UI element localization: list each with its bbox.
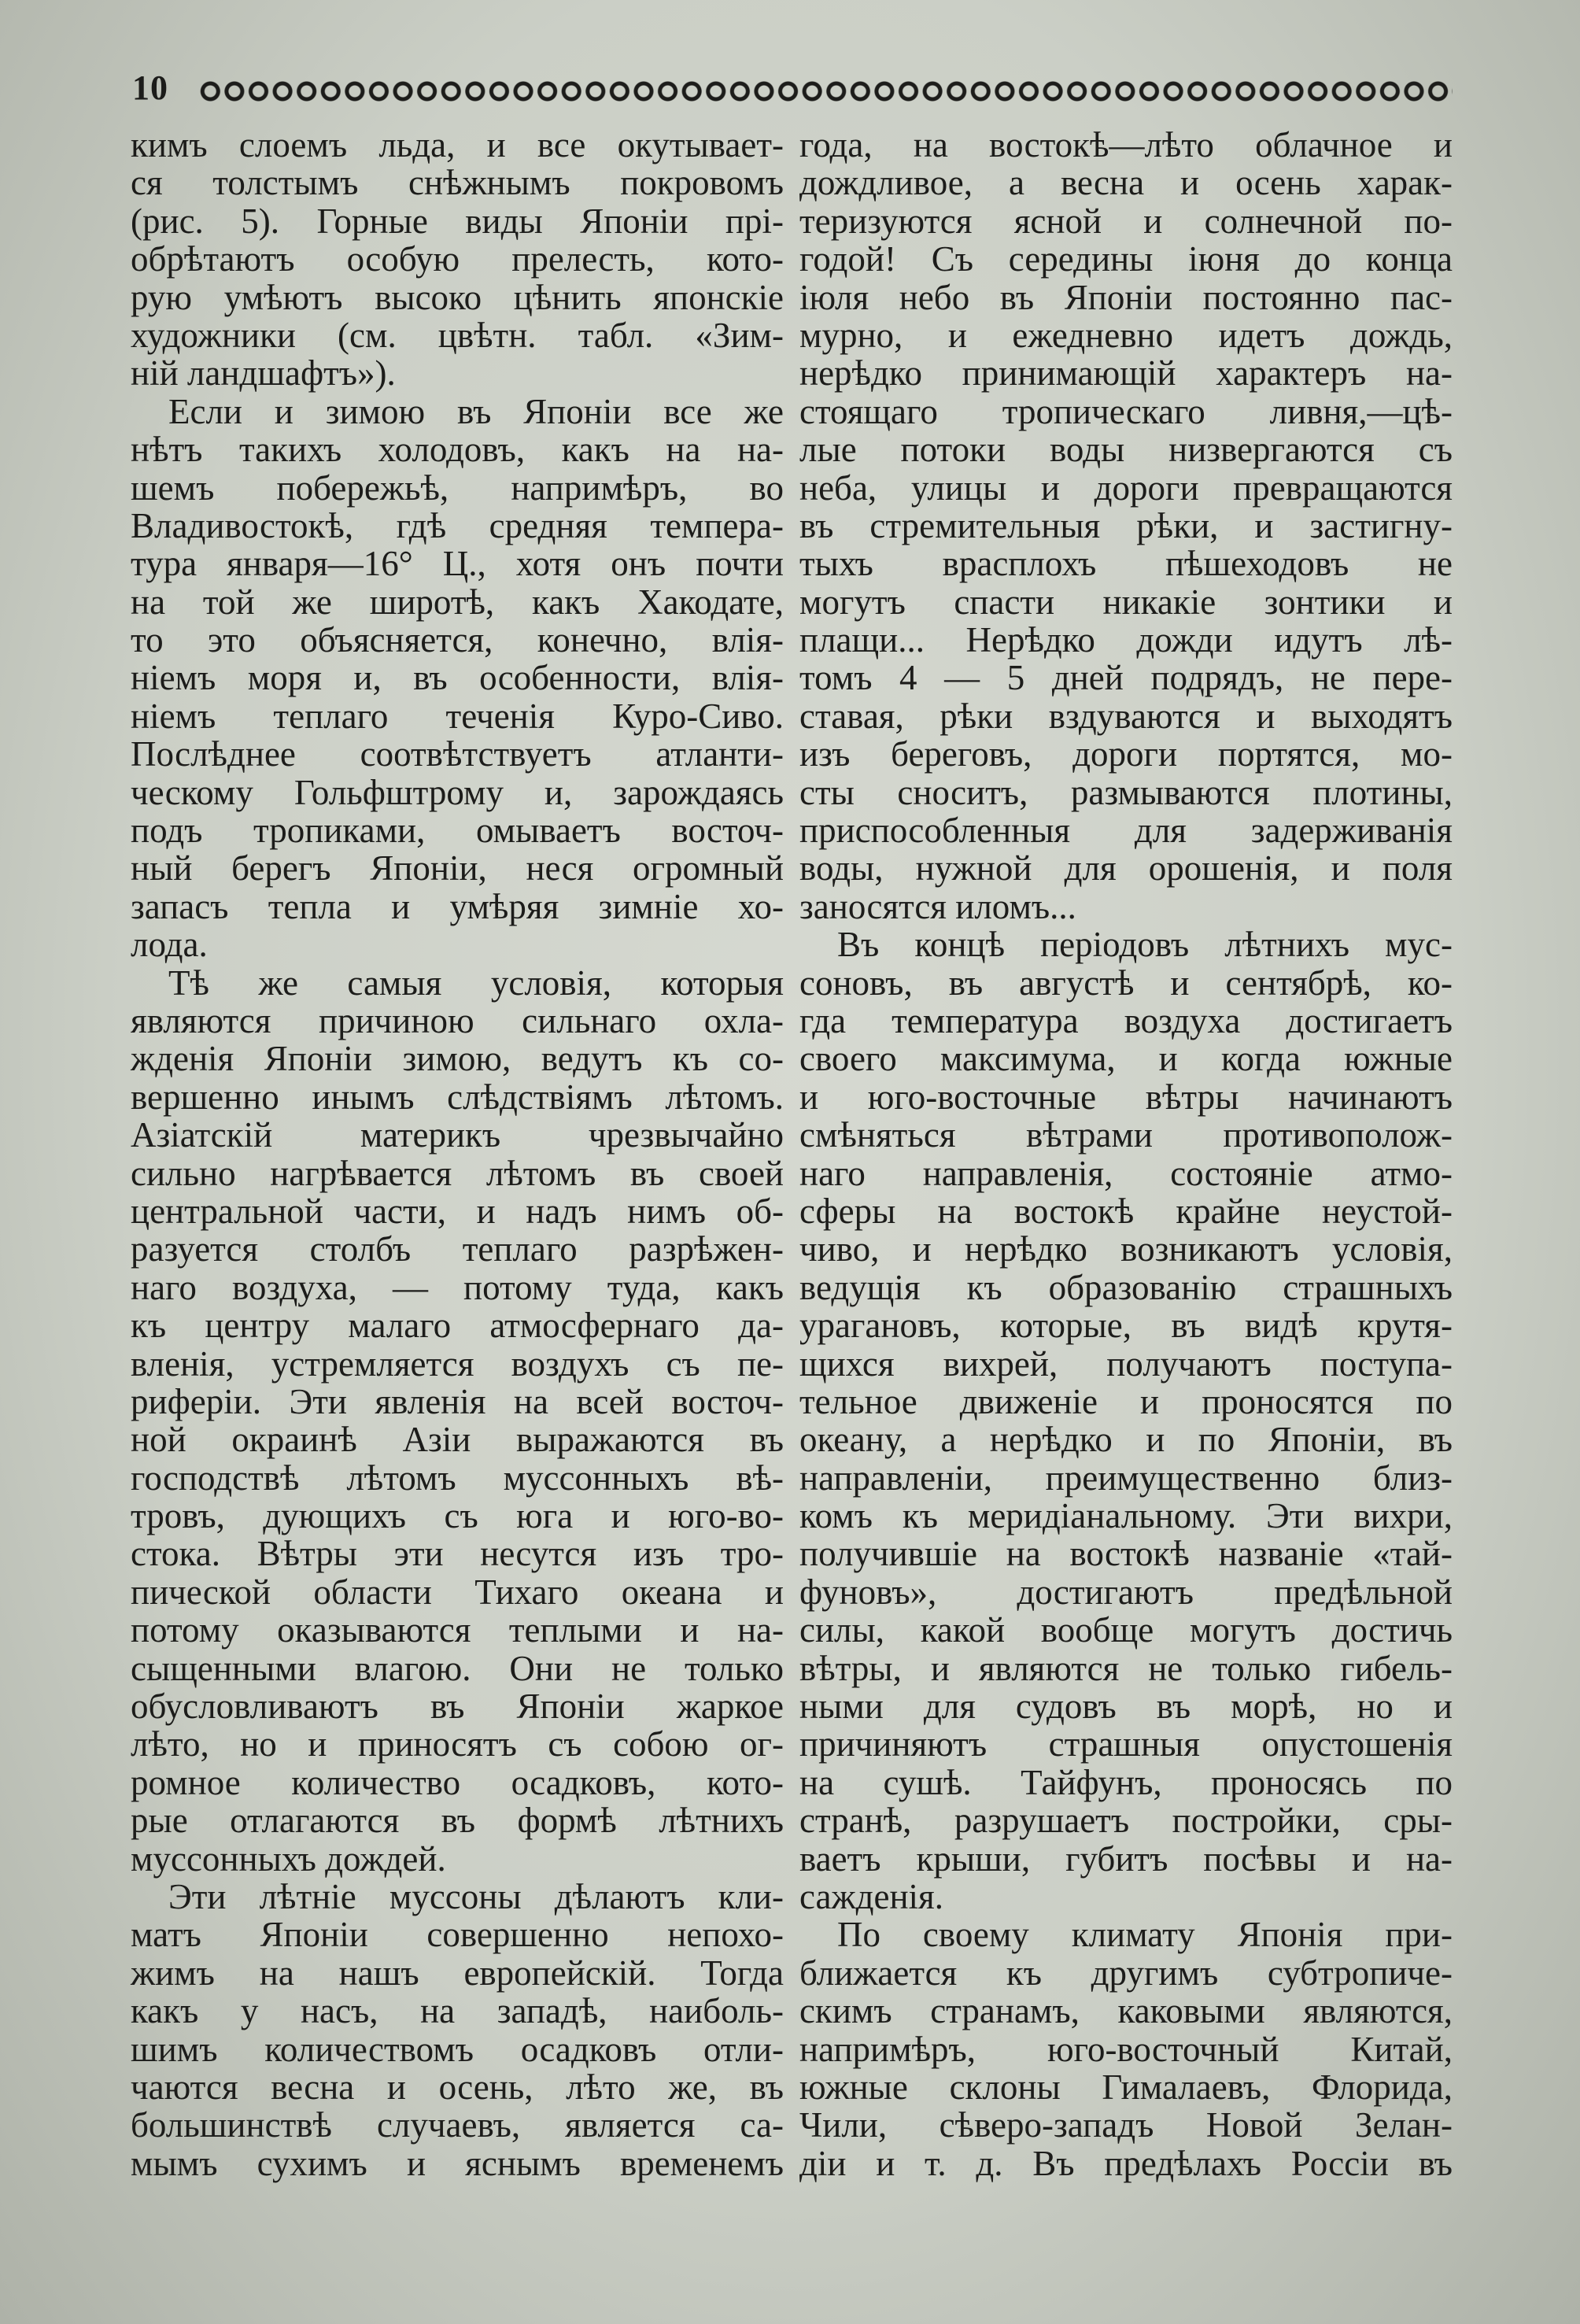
text-line: кимъ слоемъ льда, и все окутывает-	[131, 125, 784, 164]
text-line: потому оказываются теплыми и на-	[131, 1610, 784, 1650]
text-line: рую умѣютъ высоко цѣнить японскіе	[131, 277, 784, 317]
text-line: По своему климату Японія при-	[837, 1915, 1453, 1955]
text-line: нерѣдко принимающій характеръ на-	[799, 353, 1453, 393]
text-line: то это объясняется, конечно, влія-	[131, 620, 784, 660]
text-line: (рис. 5). Горные виды Японіи прі-	[131, 201, 784, 241]
text-line: діи и т. д. Въ предѣлахъ Россіи въ	[799, 2143, 1453, 2183]
paragraph	[799, 926, 1453, 1916]
text-line: матъ Японіи совершенно непохо-	[131, 1915, 784, 1955]
text-line: Въ концѣ періодовъ лѣтнихъ мус-	[837, 925, 1453, 965]
text-line: ніемъ моря и, въ особенности, влія-	[131, 658, 784, 698]
text-line: ромное количество осадковъ, кото-	[131, 1762, 784, 1802]
text-line: приспособленныя для задерживанія	[799, 811, 1453, 851]
text-line: томъ 4 — 5 дней подрядъ, не пере-	[799, 658, 1453, 698]
text-line: своего максимума, и когда южные	[799, 1039, 1453, 1079]
paragraph	[799, 1916, 1453, 2182]
text-line: чаются весна и осень, лѣто же, въ	[131, 2067, 784, 2107]
text-line: наго воздуха, — потому туда, какъ	[131, 1267, 784, 1307]
text-line: тельное движеніе и проносятся по	[799, 1381, 1453, 1421]
text-line: фуновъ», достигаютъ предѣльной	[799, 1572, 1453, 1612]
right-column	[799, 126, 1453, 2182]
text-line: обрѣтаютъ особую прелесть, кото-	[131, 239, 784, 279]
text-line: сыщенными влагою. Они не только	[131, 1648, 784, 1688]
text-line: скимъ странамъ, каковыми являются,	[799, 1991, 1453, 2031]
text-line: вленія, устремляется воздухъ съ пе-	[131, 1343, 784, 1384]
paragraph	[131, 126, 784, 393]
text-line: урагановъ, которые, въ видѣ крутя-	[799, 1306, 1453, 1346]
text-line: сажденія.	[799, 1876, 943, 1916]
text-line: Тѣ же самыя условія, которыя	[168, 962, 784, 1003]
text-line: получившіе на востокѣ названіе «тай-	[799, 1534, 1453, 1574]
text-line: южные склоны Гималаевъ, Флорида,	[799, 2067, 1453, 2107]
decorative-ring-border	[198, 79, 1453, 104]
text-line: жимъ на нашъ европейскій. Тогда	[131, 1953, 784, 1993]
text-line: комъ къ меридіанальному. Эти вихри,	[799, 1496, 1453, 1536]
text-line: на той же широтѣ, какъ Хакодате,	[131, 582, 784, 622]
text-line: ный берегъ Японіи, неся огромный	[131, 848, 784, 889]
text-line: изъ береговъ, дороги портятся, мо-	[799, 734, 1453, 774]
text-line: стока. Вѣтры эти несутся изъ тро-	[131, 1534, 784, 1574]
text-line: ведущія къ образованію страшныхъ	[799, 1267, 1453, 1307]
text-line: Владивостокѣ, гдѣ средняя темпера-	[131, 505, 784, 545]
text-line: сты сноситъ, размываются плотины,	[799, 772, 1453, 812]
text-line: чиво, и нерѣдко возникаютъ условія,	[799, 1229, 1453, 1269]
text-line: іюля небо въ Японіи постоянно пас-	[799, 277, 1453, 317]
text-line: щихся вихрей, получаютъ поступа-	[799, 1343, 1453, 1384]
text-line: большинствѣ случаевъ, является са-	[131, 2105, 784, 2145]
text-line: мурно, и ежедневно идетъ дождь,	[799, 315, 1453, 355]
text-line: вершенно инымъ слѣдствіямъ лѣтомъ.	[131, 1077, 784, 1117]
text-line: центральной части, и надъ нимъ об-	[131, 1191, 784, 1231]
left-column	[131, 126, 784, 2182]
text-line: стоящаго тропическаго ливня,—цѣ-	[799, 391, 1453, 431]
text-line: напримѣръ, юго-восточный Китай,	[799, 2029, 1453, 2069]
text-line: шимъ количествомъ осадковъ отли-	[131, 2029, 784, 2069]
text-line: заносятся иломъ...	[799, 886, 1076, 926]
text-line: художники (см. цвѣтн. табл. «Зим-	[131, 315, 784, 355]
text-line: могутъ спасти никакіе зонтики и	[799, 582, 1453, 622]
text-line: пической области Тихаго океана и	[131, 1572, 784, 1612]
text-line: года, на востокѣ—лѣто облачное и	[799, 125, 1453, 164]
text-line: на сушѣ. Тайфунъ, проносясь по	[799, 1762, 1453, 1802]
text-line: ніемъ теплаго теченія Куро-Сиво.	[131, 696, 784, 736]
text-line: рифеpіи. Эти явленія на всей восточ-	[131, 1381, 784, 1421]
text-line: лые потоки воды низвергаются съ	[799, 430, 1453, 470]
text-line: сильно нагрѣвается лѣтомъ въ своей	[131, 1153, 784, 1193]
text-line: соновъ, въ августѣ и сентябрѣ, ко-	[799, 962, 1453, 1003]
text-line: неба, улицы и дороги превращаются	[799, 467, 1453, 508]
text-line: Если и зимою въ Японіи все же	[168, 391, 784, 431]
text-line: гда температура воздуха достигаетъ	[799, 1000, 1453, 1040]
text-line: ній ландшафтъ»).	[131, 353, 396, 393]
text-line: и юго-восточные вѣтры начинаютъ	[799, 1077, 1453, 1117]
text-line: Послѣднее соотвѣтствуетъ атланти-	[131, 734, 784, 774]
text-line: плащи... Нерѣдко дожди идутъ лѣ-	[799, 620, 1453, 660]
text-line: ными для судовъ въ морѣ, но и	[799, 1687, 1453, 1727]
text-line: запасъ тепла и умѣряя зимніе хо-	[131, 886, 784, 926]
text-line: ной окраинѣ Азіи выражаются въ	[131, 1420, 784, 1460]
text-line: въ стремительныя рѣки, и застигну-	[799, 505, 1453, 545]
paragraph	[131, 1878, 784, 2182]
text-line: муссонныхъ дождей.	[131, 1838, 446, 1879]
text-line: господствѣ лѣтомъ муссонныхъ вѣ-	[131, 1458, 784, 1498]
text-line: ставая, рѣки вздуваются и выходятъ	[799, 696, 1453, 736]
text-line: теризуются ясной и солнечной по-	[799, 201, 1453, 241]
text-line: Эти лѣтніе муссоны дѣлаютъ кли-	[168, 1876, 784, 1916]
text-line: тыхъ врасплохъ пѣшеходовъ не	[799, 544, 1453, 584]
text-line: жденія Японіи зимою, ведутъ къ со-	[131, 1039, 784, 1079]
text-line: обусловливаютъ въ Японіи жаркое	[131, 1687, 784, 1727]
text-line: смѣняться вѣтрами противополож-	[799, 1115, 1453, 1155]
text-line: силы, какой вообще могутъ достичь	[799, 1610, 1453, 1650]
text-line: лода.	[131, 925, 208, 965]
text-line: причиняютъ страшныя опустошенія	[799, 1724, 1453, 1764]
text-line: океану, а нерѣдко и по Японіи, въ	[799, 1420, 1453, 1460]
text-line: къ центру малаго атмосфернаго да-	[131, 1306, 784, 1346]
text-line: годой! Съ середины іюня до конца	[799, 239, 1453, 279]
text-line: мымъ сухимъ и яснымъ временемъ	[131, 2143, 784, 2183]
text-line: какъ у насъ, на западѣ, наиболь-	[131, 1991, 784, 2031]
text-line: рые отлагаются въ формѣ лѣтнихъ	[131, 1801, 784, 1841]
text-line: воды, нужной для орошенія, и поля	[799, 848, 1453, 889]
text-line: Чили, сѣверо-западъ Новой Зелан-	[799, 2105, 1453, 2145]
text-line: дождливое, а весна и осень харак-	[799, 163, 1453, 203]
text-line: ваетъ крыши, губитъ посѣвы и на-	[799, 1838, 1453, 1879]
paragraph	[131, 393, 784, 964]
text-line: являются причиною сильнаго охла-	[131, 1000, 784, 1040]
text-line: нѣтъ такихъ холодовъ, какъ на на-	[131, 430, 784, 470]
text-line: шемъ побережьѣ, напримѣръ, во	[131, 467, 784, 508]
text-line: сферы на востокѣ крайне неустой-	[799, 1191, 1453, 1231]
page-number: 10	[132, 68, 168, 107]
text-line: разуется столбъ теплаго разрѣжен-	[131, 1229, 784, 1269]
text-line: наго направленія, состояніе атмо-	[799, 1153, 1453, 1193]
paragraph	[131, 964, 784, 1878]
text-line: подъ тропиками, омываетъ восточ-	[131, 811, 784, 851]
text-line: Азіатскій материкъ чрезвычайно	[131, 1115, 784, 1155]
text-line: тровъ, дующихъ съ юга и юго-во-	[131, 1496, 784, 1536]
text-line: вѣтры, и являются не только гибель-	[799, 1648, 1453, 1688]
text-line: ся толстымъ снѣжнымъ покровомъ	[131, 163, 784, 203]
text-line: ческому Гольфштрому и, зарождаясь	[131, 772, 784, 812]
text-line: странѣ, разрушаетъ постройки, сры-	[799, 1801, 1453, 1841]
text-line: лѣто, но и приносятъ съ собою ог-	[131, 1724, 784, 1764]
text-line: тура января—16° Ц., хотя онъ почти	[131, 544, 784, 584]
text-line: направленіи, преимущественно близ-	[799, 1458, 1453, 1498]
text-line: ближается къ другимъ субтропиче-	[799, 1953, 1453, 1993]
paragraph	[799, 126, 1453, 926]
